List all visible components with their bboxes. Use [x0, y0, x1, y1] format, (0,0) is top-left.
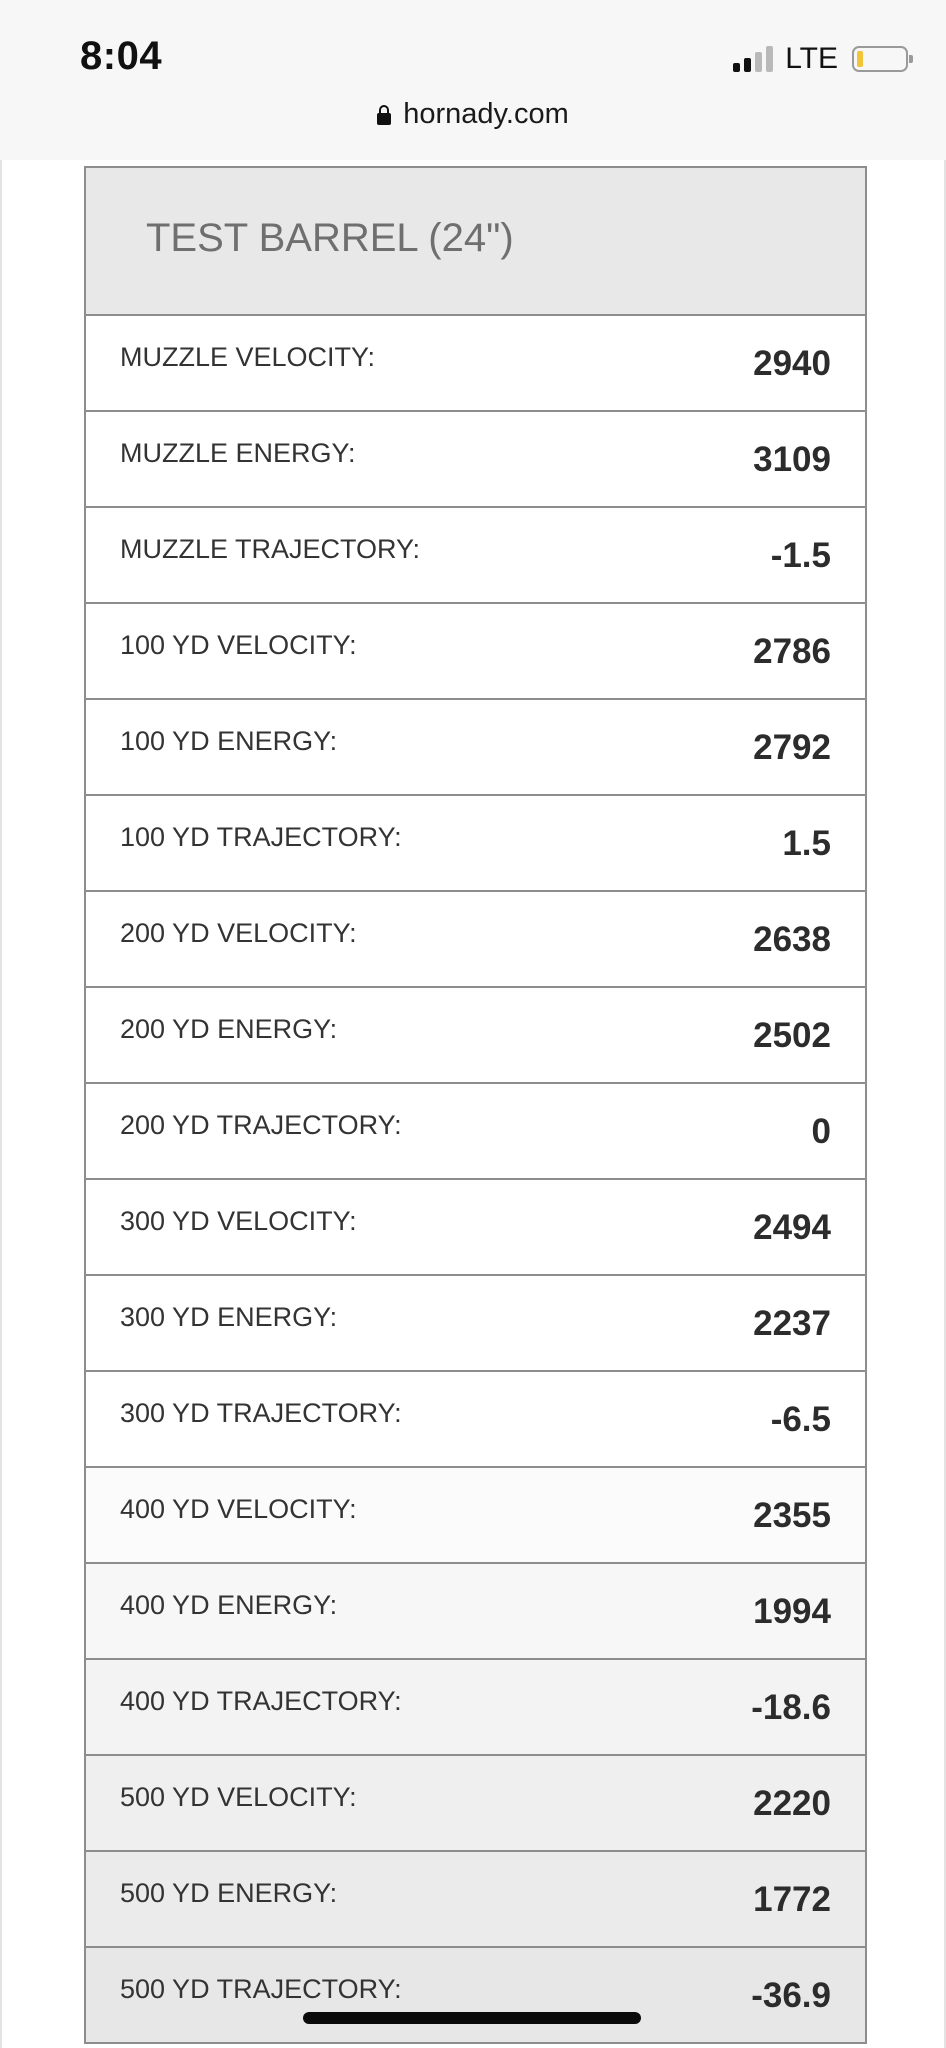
table-header	[86, 168, 865, 316]
row-label: 100 YD TRAJECTORY:	[120, 822, 402, 852]
page-edge-left	[0, 160, 2, 2048]
table-row	[86, 1948, 865, 2044]
table-row	[86, 1084, 865, 1180]
table-row	[86, 1852, 865, 1948]
table-title: TEST BARREL (24")	[146, 216, 514, 260]
row-label: MUZZLE ENERGY:	[120, 438, 356, 468]
row-value: 2355	[753, 1496, 831, 1535]
ballistics-table	[84, 166, 867, 2044]
row-label: 200 YD TRAJECTORY:	[120, 1110, 402, 1140]
cellular-signal-icon	[733, 46, 773, 72]
row-label: MUZZLE TRAJECTORY:	[120, 534, 421, 564]
row-label: 500 YD ENERGY:	[120, 1878, 338, 1908]
status-indicators	[733, 42, 908, 76]
table-row	[86, 604, 865, 700]
row-label: 100 YD VELOCITY:	[120, 630, 357, 660]
row-label: 500 YD TRAJECTORY:	[120, 1974, 402, 2004]
row-label: 200 YD VELOCITY:	[120, 918, 357, 948]
row-value: 2237	[753, 1304, 831, 1343]
row-value: 2494	[753, 1208, 831, 1247]
row-value: -18.6	[751, 1688, 831, 1727]
page-content[interactable]	[0, 160, 946, 2048]
status-time: 8:04	[80, 34, 163, 78]
row-value: -1.5	[770, 536, 831, 575]
row-label: MUZZLE VELOCITY:	[120, 342, 376, 372]
home-indicator[interactable]	[303, 2012, 641, 2024]
row-label: 400 YD VELOCITY:	[120, 1494, 357, 1524]
address-bar[interactable]	[0, 98, 946, 131]
row-value: 0	[811, 1112, 831, 1151]
lock-icon	[377, 113, 391, 125]
row-value: 2220	[753, 1784, 831, 1823]
row-label: 300 YD VELOCITY:	[120, 1206, 357, 1236]
row-value: 1.5	[782, 824, 831, 863]
table-row	[86, 508, 865, 604]
table-row	[86, 1660, 865, 1756]
row-value: 1772	[753, 1880, 831, 1919]
table-rows	[86, 316, 865, 2044]
row-label: 300 YD ENERGY:	[120, 1302, 338, 1332]
table-row	[86, 1564, 865, 1660]
row-label: 200 YD ENERGY:	[120, 1014, 338, 1044]
url-text: hornady.com	[403, 98, 569, 130]
network-type: LTE	[785, 42, 838, 75]
table-row	[86, 988, 865, 1084]
row-label: 500 YD VELOCITY:	[120, 1782, 357, 1812]
row-value: -36.9	[751, 1976, 831, 2015]
row-label: 400 YD TRAJECTORY:	[120, 1686, 402, 1716]
row-value: 2792	[753, 728, 831, 767]
row-label: 100 YD ENERGY:	[120, 726, 338, 756]
table-row	[86, 316, 865, 412]
row-value: 3109	[753, 440, 831, 479]
table-row	[86, 1468, 865, 1564]
table-row	[86, 700, 865, 796]
row-label: 400 YD ENERGY:	[120, 1590, 338, 1620]
row-value: 2786	[753, 632, 831, 671]
table-row	[86, 1372, 865, 1468]
table-row	[86, 1756, 865, 1852]
row-label: 300 YD TRAJECTORY:	[120, 1398, 402, 1428]
table-row	[86, 1276, 865, 1372]
row-value: 1994	[753, 1592, 831, 1631]
table-row	[86, 796, 865, 892]
battery-icon	[852, 46, 908, 72]
status-bar	[0, 0, 946, 161]
row-value: 2638	[753, 920, 831, 959]
table-row	[86, 892, 865, 988]
row-value: -6.5	[770, 1400, 831, 1439]
row-value: 2940	[753, 344, 831, 383]
table-row	[86, 1180, 865, 1276]
table-row	[86, 412, 865, 508]
row-value: 2502	[753, 1016, 831, 1055]
